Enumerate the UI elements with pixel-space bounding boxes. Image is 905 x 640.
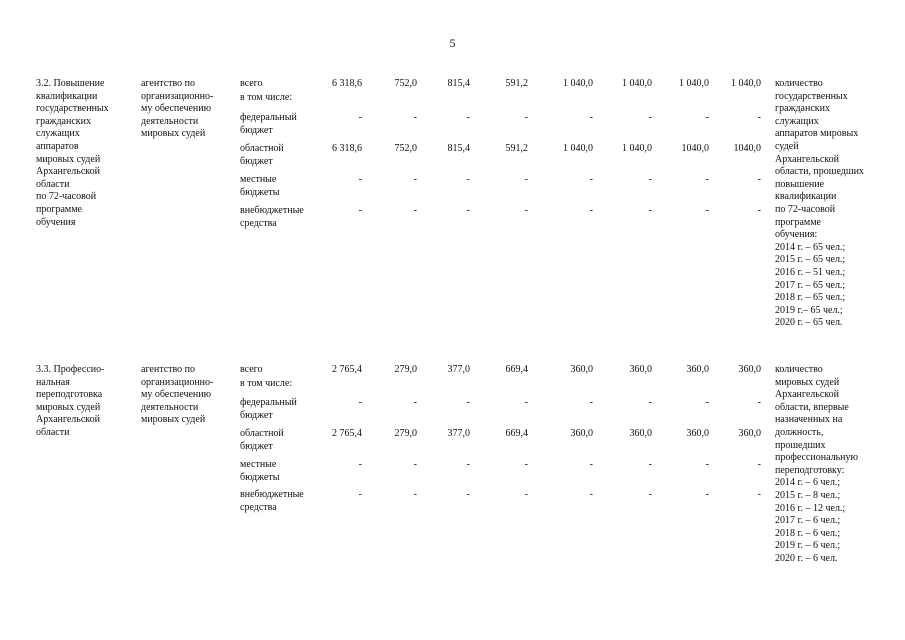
value-cell: - xyxy=(524,397,528,408)
value-cell: - xyxy=(757,205,761,216)
value-cell: - xyxy=(705,205,709,216)
value-cell: - xyxy=(589,397,593,408)
value-cell: - xyxy=(466,205,470,216)
page-number: 5 xyxy=(449,36,456,50)
value-cell: - xyxy=(524,205,528,216)
value-cell: 6 318,6 xyxy=(332,78,362,89)
value-cell: - xyxy=(466,459,470,470)
value-cell: 360,0 xyxy=(570,428,593,439)
value-cell: 669,4 xyxy=(505,364,528,375)
value-cell: 360,0 xyxy=(570,364,593,375)
value-cell: 752,0 xyxy=(394,143,417,154)
value-cell: 1 040,0 xyxy=(563,143,593,154)
source-label: в том числе: xyxy=(240,378,293,389)
value-cell: 2 765,4 xyxy=(332,364,362,375)
value-cell: 1040,0 xyxy=(681,143,709,154)
value-cell: - xyxy=(524,112,528,123)
value-cell: 1 040,0 xyxy=(622,78,652,89)
value-cell: - xyxy=(358,397,362,408)
value-cell: - xyxy=(705,459,709,470)
value-cell: - xyxy=(705,174,709,185)
value-cell: 360,0 xyxy=(738,428,761,439)
value-cell: - xyxy=(757,174,761,185)
value-cell: 752,0 xyxy=(394,78,417,89)
value-cell: - xyxy=(589,205,593,216)
value-cell: 815,4 xyxy=(447,78,470,89)
source-label: федеральный бюджет xyxy=(240,112,297,136)
executor-3-3: агентство по организационно- му обеспечению деятельности мировых судей xyxy=(141,364,214,426)
measure-3-3: 3.3. Профессио- нальная переподготовка мировых судей Архангельской области xyxy=(36,364,105,438)
value-cell: - xyxy=(358,112,362,123)
value-cell: - xyxy=(648,489,652,500)
value-cell: - xyxy=(757,459,761,470)
value-cell: 591,2 xyxy=(505,143,528,154)
value-cell: 2 765,4 xyxy=(332,428,362,439)
source-label: внебюджетные средства xyxy=(240,489,304,513)
value-cell: - xyxy=(648,112,652,123)
source-label: внебюджетные средства xyxy=(240,205,304,229)
value-cell: - xyxy=(648,174,652,185)
value-cell: 360,0 xyxy=(686,364,709,375)
value-cell: - xyxy=(413,205,417,216)
value-cell: - xyxy=(589,174,593,185)
value-cell: - xyxy=(648,459,652,470)
value-cell: - xyxy=(413,112,417,123)
value-cell: - xyxy=(648,205,652,216)
value-cell: - xyxy=(358,174,362,185)
value-cell: 1 040,0 xyxy=(622,143,652,154)
value-cell: 6 318,6 xyxy=(332,143,362,154)
source-label: всего xyxy=(240,364,263,375)
value-cell: - xyxy=(358,459,362,470)
source-label: в том числе: xyxy=(240,92,293,103)
executor-3-2: агентство по организационно- му обеспечению деятельности мировых судей xyxy=(141,78,214,140)
value-cell: - xyxy=(358,489,362,500)
value-cell: - xyxy=(705,112,709,123)
value-cell: 279,0 xyxy=(394,364,417,375)
value-cell: - xyxy=(524,174,528,185)
value-cell: - xyxy=(466,174,470,185)
value-cell: 360,0 xyxy=(738,364,761,375)
value-cell: 1040,0 xyxy=(733,143,761,154)
source-label: местные бюджеты xyxy=(240,459,280,483)
value-cell: - xyxy=(466,112,470,123)
value-cell: - xyxy=(524,459,528,470)
value-cell: 591,2 xyxy=(505,78,528,89)
measure-3-2: 3.2. Повышение квалификации государственных гражданских служащих аппаратов мировых судей Архангельской области по 72-часовой программе обучения xyxy=(36,78,109,228)
value-cell: 279,0 xyxy=(394,428,417,439)
value-cell: 377,0 xyxy=(447,428,470,439)
value-cell: - xyxy=(757,397,761,408)
value-cell: 1 040,0 xyxy=(563,78,593,89)
value-cell: - xyxy=(466,397,470,408)
value-cell: 1 040,0 xyxy=(679,78,709,89)
value-cell: - xyxy=(524,489,528,500)
value-cell: 815,4 xyxy=(447,143,470,154)
value-cell: - xyxy=(589,112,593,123)
value-cell: - xyxy=(757,112,761,123)
source-label: всего xyxy=(240,78,263,89)
source-label: федеральный бюджет xyxy=(240,397,297,421)
value-cell: - xyxy=(413,174,417,185)
value-cell: 360,0 xyxy=(629,428,652,439)
source-label: областной бюджет xyxy=(240,428,284,452)
value-cell: - xyxy=(648,397,652,408)
value-cell: 377,0 xyxy=(447,364,470,375)
value-cell: - xyxy=(466,489,470,500)
indicator-3-2: количество государственных гражданских служащих аппаратов мировых судей Архангельской области, прошедших повышение квалификации по 72-часовой программе обучения: 2014 г. – 65 чел.; 2015 г. – 65 чел.; 2016 г. – 51 чел.; 2017 г. – 65 чел.; 2018 г. – 65 чел.; 2019 г.– 65 чел.; 2020 г. – 65 чел. xyxy=(775,78,864,329)
value-cell: - xyxy=(413,459,417,470)
source-label: областной бюджет xyxy=(240,143,284,167)
value-cell: - xyxy=(757,489,761,500)
value-cell: - xyxy=(705,397,709,408)
value-cell: - xyxy=(358,205,362,216)
indicator-3-3: количество мировых судей Архангельской области, впервые назначенных на должность, прошедших профессиональную переподготовку: 2014 г. – 6 чел.; 2015 г. – 8 чел.; 2016 г. – 12 чел.; 2017 г. – 6 чел.; 2018 г. – 6 чел.; 2019 г. – 6 чел.; 2020 г. – 6 чел. xyxy=(775,364,858,564)
value-cell: - xyxy=(413,397,417,408)
value-cell: - xyxy=(413,489,417,500)
value-cell: - xyxy=(705,489,709,500)
value-cell: - xyxy=(589,489,593,500)
value-cell: 360,0 xyxy=(629,364,652,375)
value-cell: 360,0 xyxy=(686,428,709,439)
source-label: местные бюджеты xyxy=(240,174,280,198)
value-cell: - xyxy=(589,459,593,470)
value-cell: 669,4 xyxy=(505,428,528,439)
value-cell: 1 040,0 xyxy=(731,78,761,89)
